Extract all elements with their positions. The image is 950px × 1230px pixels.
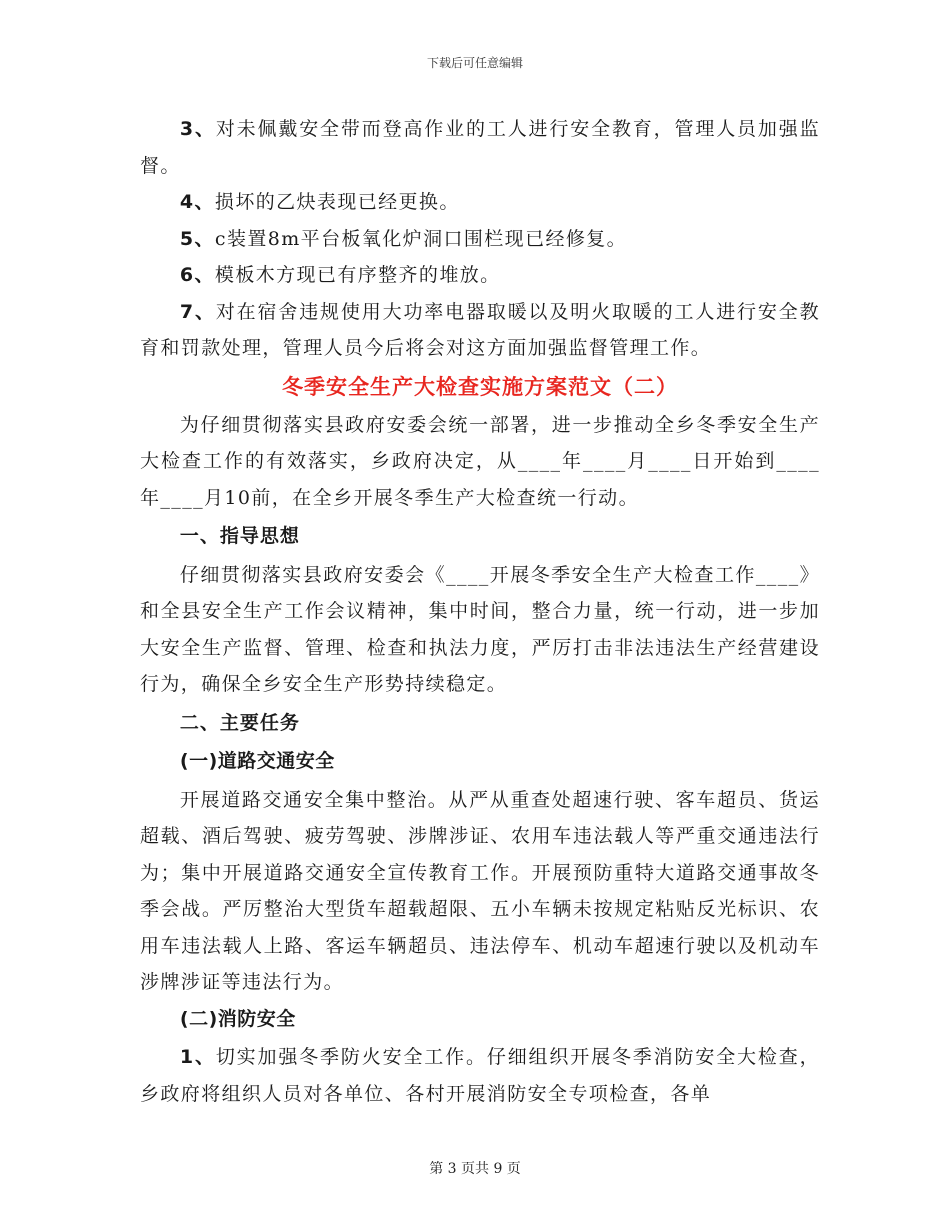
list-item-5 bbox=[140, 221, 820, 258]
list-text: 对在宿舍违规使用大功率电器取暖以及明火取暖的工人进行安全教育和罚款处理，管理人员今后将会对这方面加强监督管理工作。 bbox=[140, 300, 820, 359]
list-text: 损坏的乙炔表现已经更换。 bbox=[214, 191, 460, 213]
section-heading-guiding-thought: 一、指导思想 bbox=[179, 525, 300, 547]
list-number: 5、 bbox=[179, 227, 215, 250]
list-number: 4、 bbox=[179, 191, 215, 213]
list-number: 1、 bbox=[179, 1046, 216, 1068]
road-traffic-paragraph: 开展道路交通安全集中整治。从严从重查处超速行驶、客车超员、货运超载、酒后驾驶、疲劳驾驶、涉牌涉证、农用车违法载人等严重交通违法行为；集中开展道路交通安全宣传教育工作。开展预防重特大道路交通事故冬季会战。严厉整治大型货车超载超限、五小车辆未按规定粘贴反光标识、农用车违法载人上路、客运车辆超员、违法停车、机动车超速行驶以及机动车涉牌涉证等违法行为。 bbox=[140, 788, 820, 993]
page-header: 下载后可任意编辑 bbox=[426, 56, 523, 70]
list-text: 模板木方现已有序整齐的堆放。 bbox=[214, 264, 501, 286]
guiding-thought-paragraph: 仔细贯彻落实县政府安委会《____开展冬季安全生产大检查工作____》和全县安全生产工作会议精神，集中时间，整合力量，统一行动，进一步加大安全生产监督、管理、检查和执法力度，严厉打击非法违法生产经营建设行为，确保全乡安全生产形势持续稳定。 bbox=[140, 563, 820, 695]
list-text: 对未佩戴安全带而登高作业的工人进行安全教育，管理人员加强监督。 bbox=[140, 118, 820, 177]
list-item-4 bbox=[140, 184, 820, 221]
list-item-6 bbox=[140, 257, 820, 294]
list-item-7 bbox=[140, 294, 820, 367]
list-number: 6、 bbox=[179, 264, 215, 286]
subsection-heading-road-traffic: (一)道路交通安全 bbox=[179, 750, 335, 772]
intro-paragraph: 为仔细贯彻落实县政府安委会统一部署，进一步推动全乡冬季安全生产大检查工作的有效落实，乡政府决定，从____年____月____日开始到____年____月10前，在全乡开展冬季生产大检查统一行动。 bbox=[140, 413, 820, 509]
subsection-heading-fire-safety: (二)消防安全 bbox=[179, 1007, 296, 1030]
page-footer: 第 3 页共 9 页 bbox=[429, 1161, 521, 1177]
section-heading-main-tasks: 二、主要任务 bbox=[179, 711, 300, 734]
list-number: 7、 bbox=[179, 300, 216, 323]
list-text: 切实加强冬季防火安全工作。仔细组织开展冬季消防安全大检查，乡政府将组织人员对各单位、各村开展消防安全专项检查，各单 bbox=[140, 1046, 820, 1105]
document-body bbox=[140, 111, 820, 1112]
list-text: c装置8m平台板氧化炉洞口围栏现已经修复。 bbox=[214, 227, 628, 250]
list-item-3 bbox=[140, 111, 820, 184]
document-title: 冬季安全生产大检查实施方案范文（二） bbox=[282, 374, 678, 399]
list-number: 3、 bbox=[179, 118, 216, 140]
fire-safety-item-1 bbox=[140, 1039, 820, 1112]
